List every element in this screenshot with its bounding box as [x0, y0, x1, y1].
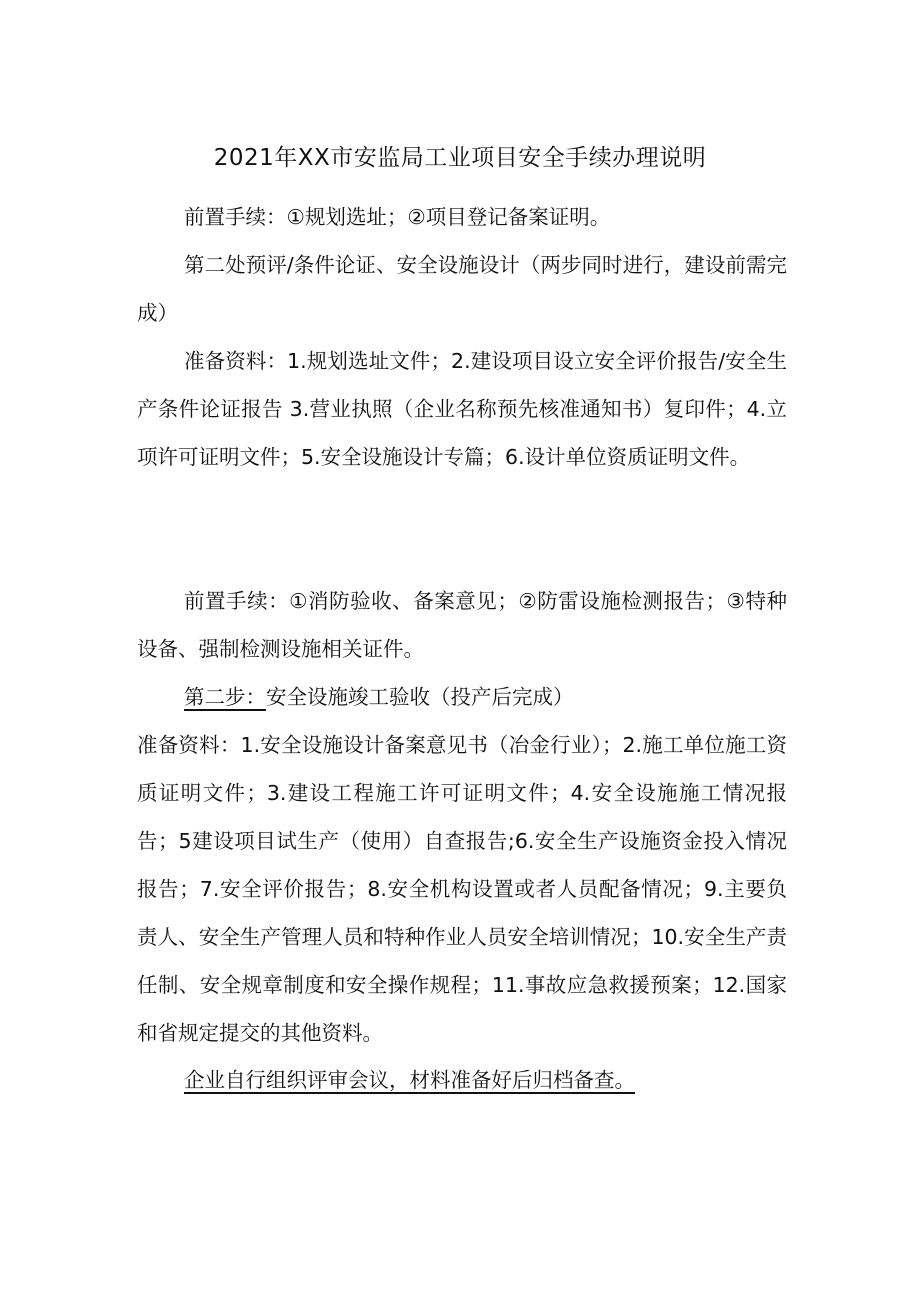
step-two-text: 安全设施竣工验收（投产后完成）	[266, 685, 574, 709]
step-two-label: 第二步：	[184, 685, 266, 709]
pre-evaluation-step-paragraph: 第二处预评/条件论证、安全设施设计（两步同时进行，建设前需完成）	[137, 253, 787, 325]
materials-paragraph-2: 准备资料：1.安全设施设计备案意见书（冶金行业）；2.施工单位施工资质证明文件；3.建设工程施工许可证明文件；4.安全设施施工情况报告；5建设项目试生产（使用）自查报告;6.安全生产设施资金投入情况报告；7.安全评价报告；8.安全机构设置或者人员配备情况；9.主要负责人、安全生产管理人员和特种作业人员安全培训情况；10.安全生产责任制、安全规章制度和安全操作规程；11.事故应急救援预案；12.国家和省规定提交的其他资料。	[137, 733, 787, 1045]
closing-note-paragraph	[137, 1056, 787, 1104]
document-title: 2021年XX市安监局工业项目安全手续办理说明	[213, 145, 707, 171]
pre-procedures-paragraph-2: 前置手续：①消防验收、备案意见；②防雷设施检测报告；③特种设备、强制检测设施相关证件。	[137, 589, 787, 661]
materials-paragraph-1: 准备资料：1.规划选址文件；2.建设项目设立安全评价报告/安全生产条件论证报告 3.营业执照（企业名称预先核准通知书）复印件；4.立项许可证明文件；5.安全设施设计专篇；6.设计单位资质证明文件。	[137, 349, 787, 469]
pre-procedures-paragraph-1: 前置手续：①规划选址；②项目登记备案证明。	[184, 205, 611, 229]
closing-note-text: 企业自行组织评审会议，材料准备好后归档备查。	[184, 1068, 635, 1092]
step-two-paragraph	[137, 673, 787, 721]
